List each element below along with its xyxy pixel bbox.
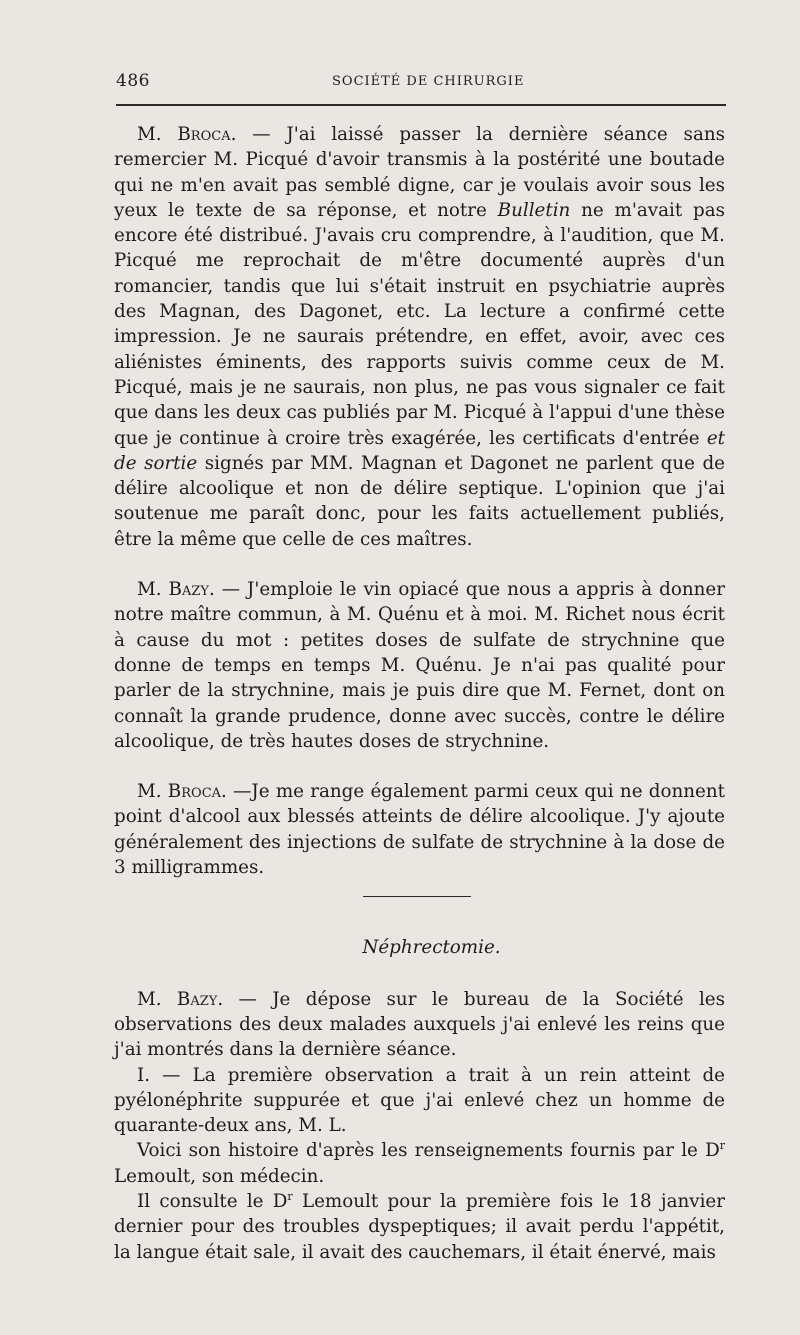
- paragraph-broca-1: [114, 122, 725, 552]
- header-rule: [116, 104, 726, 106]
- paragraph-text: Il consulte le D: [137, 1190, 288, 1212]
- body-text: [114, 122, 725, 1265]
- speaker-name: M. Bazy.: [137, 579, 215, 601]
- running-title: SOCIÉTÉ DE CHIRURGIE: [332, 74, 525, 89]
- paragraph-history: [114, 1138, 725, 1189]
- paragraph-consult: [114, 1189, 725, 1265]
- paragraph-observation-1: I. — La première observation a trait à un rein atteint de pyélonéphrite suppurée et que j'ai enlevé chez un homme de quarante-deux ans, M. L.: [114, 1064, 725, 1137]
- section-separator: [363, 896, 471, 897]
- paragraph-text: — Je dépose sur le bureau de la Société les observations des deux malades auxquels j'ai enlevé les reins que j'ai montrés dans la dernière séance.: [114, 988, 726, 1061]
- speaker-name: M. Broca.: [137, 124, 237, 145]
- paragraph-text: — J'ai laissé passer la dernière séance sans remercier M. Picqué d'avoir transmis à la postérité une boutade qui ne m'en avait pas semblé digne, car je voulais avoir sous les yeux le texte de sa réponse, et notre: [114, 124, 725, 221]
- speaker-name: M. Broca.: [137, 781, 227, 803]
- paragraph-gap: [114, 754, 725, 779]
- page-number: 486: [116, 71, 150, 91]
- page-header: [116, 71, 726, 97]
- paragraph-gap: [114, 552, 725, 577]
- superscript: r: [719, 1139, 725, 1153]
- section-title: Néphrectomie.: [362, 937, 501, 959]
- paragraph-bazy-1: [114, 577, 725, 754]
- paragraph-text: ne m'avait pas encore été distribué. J'avais cru comprendre, à l'audition, que M. Picqué me reprochait de m'être documenté auprès d'un romancier, tandis que lui s'était instruit en psychiatrie auprès des Magnan, des Dagonet, etc. La lecture a confirmé cette impression. Je ne saurais prétendre, en effet, avoir, avec ces aliénistes éminents, des rapports suivis comme ceux de M. Picqué, mais je ne saurais, non plus, ne pas vous signaler ce fait que dans les deux cas publiés par M. Picqué à l'appui d'une thèse que je continue à croire très exagérée, les certificats d'entrée: [114, 199, 725, 449]
- paragraph-bazy-2: [114, 987, 725, 1063]
- paragraph-text: —Je me range également parmi ceux qui ne donnent point d'alcool aux blessés atteints de délire alcoolique. J'y ajoute généralement des injections de sulfate de strychnine à la dose de 3 milligrammes.: [114, 781, 725, 879]
- italic-bulletin: Bulletin: [497, 199, 571, 221]
- paragraph-text: Lemoult, son médecin.: [114, 1165, 325, 1187]
- italic-de-sortie: et de sortie: [114, 427, 725, 474]
- paragraph-text: signés par MM. Magnan et Dagonet ne parlent que de délire alcoolique et non de délire septique. L'opinion que j'ai soutenue me paraît donc, pour les faits actuellement publiés, être la même que celle de ces maîtres.: [114, 452, 725, 550]
- speaker-name: M. Bazy.: [137, 988, 224, 1010]
- paragraph-text: Voici son histoire d'après les renseignements fournis par le D: [137, 1140, 720, 1162]
- paragraph-text: Lemoult pour la première fois le 18 janvier dernier pour des troubles dyspeptiques; il avait perdu l'appétit, la langue était sale, il avait des cauchemars, il était énervé, mais: [114, 1190, 725, 1263]
- paragraph-text: — J'emploie le vin opiacé que nous a appris à donner notre maître commun, à M. Quénu et à moi. M. Richet nous écrit à cause du mot : petites doses de sulfate de strychnine que donne de temps en temps M. Quénu. Je n'ai pas qualité pour parler de la strychnine, mais je puis dire que M. Fernet, dont on connaît la grande prudence, donne avec succès, contre le délire alcoolique, de très hautes doses de strychnine.: [114, 579, 725, 752]
- superscript: r: [287, 1189, 293, 1203]
- paragraph-broca-2: [114, 779, 725, 880]
